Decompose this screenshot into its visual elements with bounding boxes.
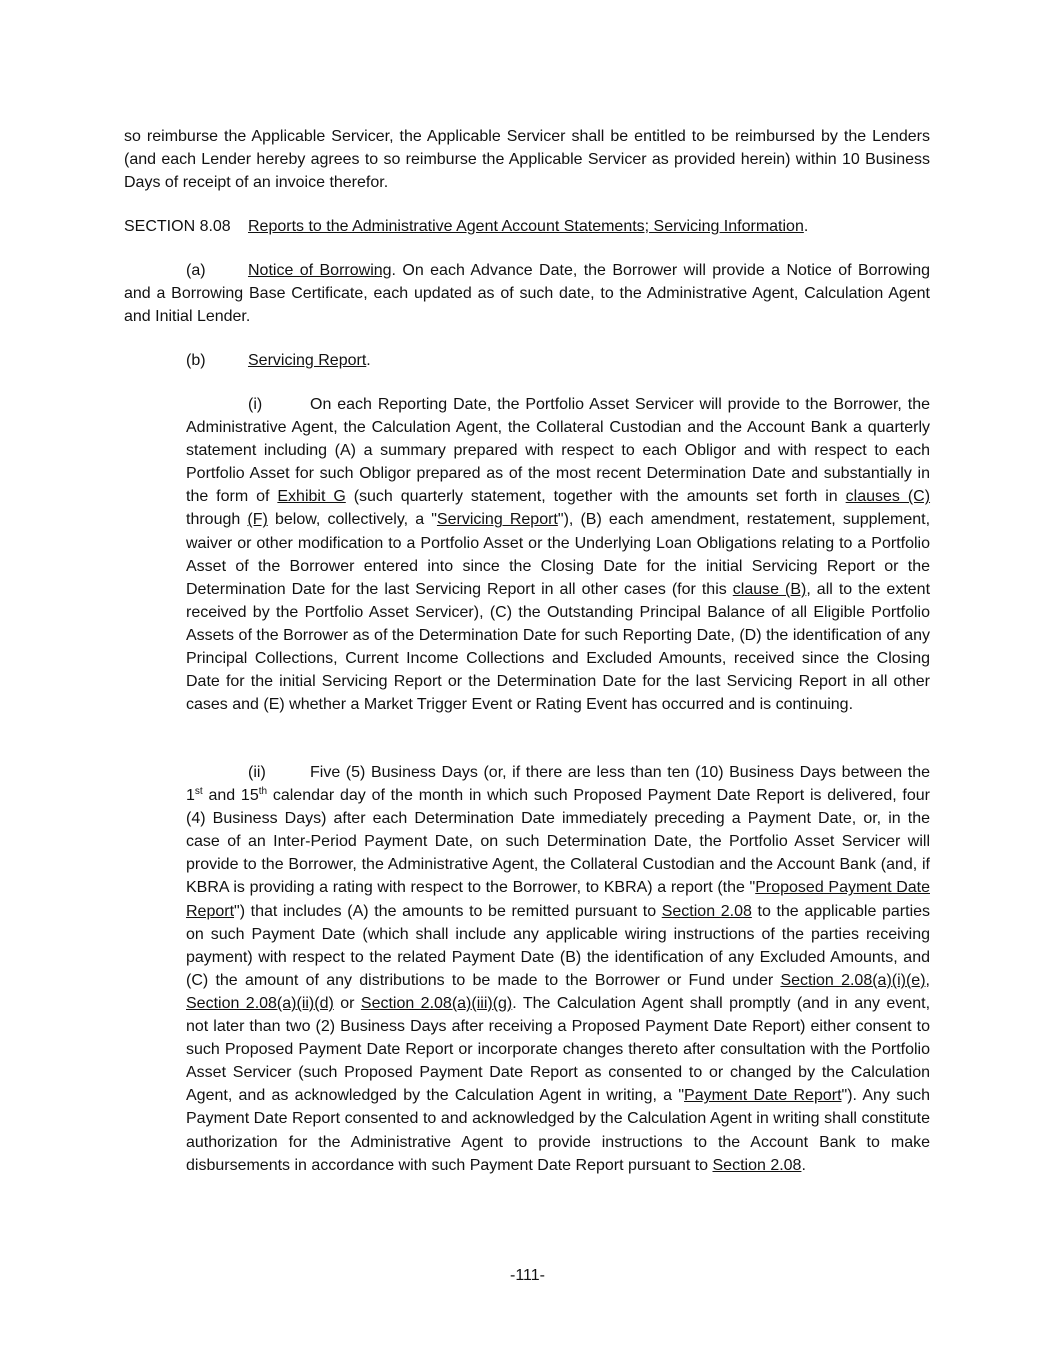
section-title: Reports to the Administrative Agent Account Statements; Servicing Information: [248, 218, 804, 235]
paragraph-b-ii-text-2: and 15: [202, 787, 259, 805]
paragraph-b-heading-end: .: [366, 352, 371, 369]
paragraph-b-ii-text-10: .: [801, 1156, 806, 1174]
section-2-08-reference: Section 2.08: [661, 902, 752, 920]
clause-b-reference: clause (B): [732, 580, 807, 598]
paragraph-a-label: (a): [186, 262, 206, 279]
section-2-08-reference-final: Section 2.08: [712, 1156, 802, 1174]
paragraph-b-ii-text-1: Five (5) Business Days (or, if there are less than ten (10) Business Days between the 1: [186, 764, 930, 805]
paragraph-a-heading: Notice of Borrowing: [248, 262, 392, 279]
paragraph-b-ii-text-9: "). Any such Payment Date Report consented to and acknowledged by the Calculation Agent in writing shall constitute authorization for the Administrative Agent to provide instructions to the Account Bank to make disbursements in accordance with such Payment Date Report pursuant to: [186, 1087, 931, 1174]
payment-date-report-term: Payment Date Report: [684, 1087, 842, 1105]
paragraph-b-heading: Servicing Report: [248, 352, 367, 369]
section-title-end: .: [803, 218, 809, 235]
section-2-08-a-ii-d-reference: Section 2.08(a)(ii)(d): [186, 994, 334, 1012]
paragraph-b-ii-label: (ii): [248, 764, 266, 781]
paragraph-a: [124, 259, 930, 328]
exhibit-g-reference: Exhibit G: [277, 488, 346, 506]
paragraph-b-i-text-5: "), (B) each amendment, restatement, supplement, waiver or other modification to a Portfolio Asset or the Underlying Loan Obligations relating to a Portfolio Asset of the Borrower entered into since the Closing Date for the initial Servicing Report or the Determination Date for the last Servicing Report in all other cases (for this: [186, 511, 931, 598]
section-heading: [124, 215, 930, 238]
paragraph-b: [186, 349, 930, 372]
clauses-c-reference: clauses (C): [845, 488, 931, 506]
paragraph-b-i-text-1: On each Reporting Date, the Portfolio Asset Servicer will provide to the Borrower, the Administrative Agent, the Calculation Agent, the Collateral Custodian and the Account Bank a quarterly statement including (A) a summary prepared with respect to each Obligor and with respect to each Portfolio Asset for such Obligor prepared as of the most recent Determination Date and substantially in the form of: [186, 396, 930, 506]
paragraph-b-i-text-4: below, collectively, a ": [267, 511, 437, 529]
paragraph-b-ii-text-3: calendar day of the month in which such Proposed Payment Date Report is delivered, four (4) Business Days) after each Determination Date immediately preceding a Payment Date, or, in the case of an Inter-Period Payment Date, on such Determination Date, the Portfolio Asset Servicer will provide to the Borrower, the Administrative Agent, the Collateral Custodian and the Account Bank (and, if KBRA is providing a rating with respect to the Borrower, to KBRA) a report (the ": [186, 787, 931, 897]
ordinal-th: th: [258, 786, 268, 798]
paragraph-b-ii-text-4: ") that includes (A) the amounts to be remitted pursuant to: [234, 902, 662, 920]
section-number: SECTION 8.08: [124, 218, 231, 235]
paragraph-b-i-text-6: , all to the extent received by the Portfolio Asset Servicer), (C) the Outstanding Principal Balance of all Eligible Portfolio Assets of the Borrower as of the Determination Date for such Reporting Date, (D) the identification of any Principal Collections, Current Income Collections and Excluded Amounts, received since the Closing Date for the initial Servicing Report or the Determination Date for the last Servicing Report in all other cases and (E) whether a Market Trigger Event or Rating Event has occurred and is continuing.: [186, 580, 931, 714]
paragraph-b-label: (b): [186, 352, 206, 369]
paragraph-b-i-label: (i): [248, 396, 263, 413]
intro-paragraph: [124, 125, 930, 194]
paragraph-b-i: [186, 393, 930, 716]
paragraph-a-text: . On each Advance Date, the Borrower will provide a Notice of Borrowing and a Borrowing Base Certificate, each updated as of such date, to the Administrative Agent, Calculation Agent and Initial Lender.: [124, 262, 930, 326]
paragraph-b-ii-text-6: ,: [925, 971, 930, 989]
page-number: -111-: [510, 1267, 545, 1284]
intro-text: so reimburse the Applicable Servicer, the Applicable Servicer shall be entitled to be reimbursed by the Lenders (and each Lender hereby agrees to so reimburse the Applicable Servicer as provided herein) within 10 Business Days of receipt of an invoice therefor.: [124, 128, 930, 192]
clause-f-reference: (F): [247, 511, 268, 529]
proposed-payment-date-report-term: Proposed Payment Date Report: [186, 879, 930, 920]
paragraph-b-i-text-2: (such quarterly statement, together with the amounts set forth in: [345, 488, 846, 506]
paragraph-b-ii-text-8: . The Calculation Agent shall promptly (and in any event, not later than two (2) Business Days after receiving a Proposed Payment Date Report) either consent to such Proposed Payment Date Report or incorporate changes thereto after consultation with the Portfolio Asset Servicer (such Proposed Payment Date Report as consented to or changed by the Calculation Agent, and as acknowledged by the Calculation Agent in writing, a ": [186, 994, 931, 1105]
paragraph-b-ii: [186, 761, 930, 1177]
section-2-08-a-i-e-reference: Section 2.08(a)(i)(e): [780, 971, 926, 989]
paragraph-b-ii-text-7: or: [333, 994, 361, 1012]
ordinal-st: st: [194, 786, 203, 798]
servicing-report-term: Servicing Report: [436, 511, 558, 529]
paragraph-b-ii-text-5: to the applicable parties on such Payment Date (which shall include any applicable wiring instructions of the parties receiving payment) with respect to the related Payment Date (B) the identification of any Excluded Amounts, and (C) the amount of any distributions to be made to the Borrower or Fund under: [186, 902, 931, 989]
section-2-08-a-iii-g-reference: Section 2.08(a)(iii)(g): [360, 994, 513, 1012]
paragraph-b-i-text-3: through: [186, 511, 248, 529]
